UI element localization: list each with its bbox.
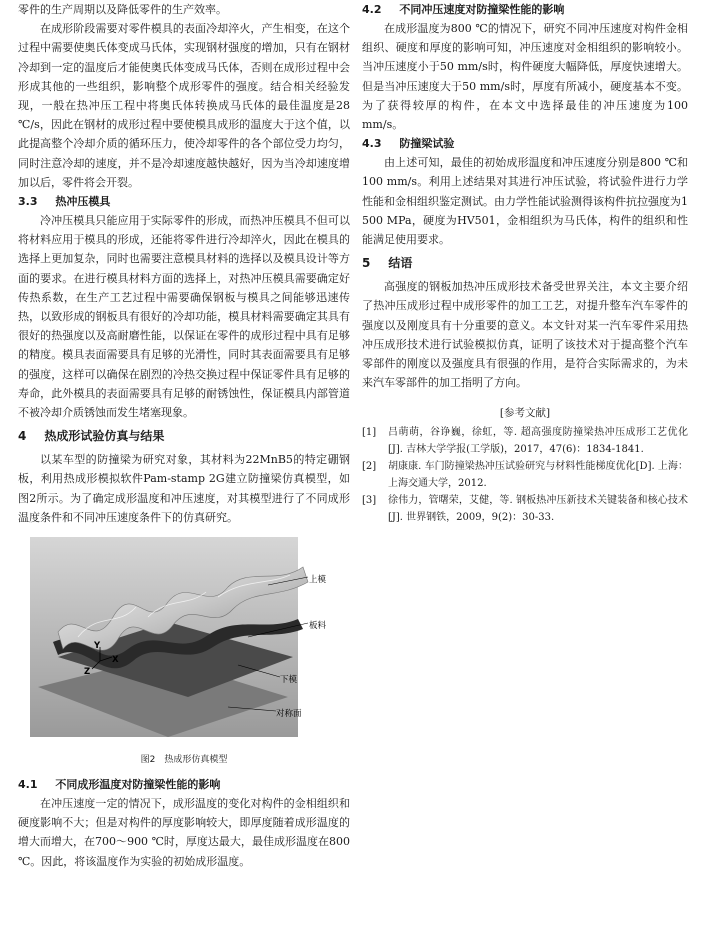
section-heading-4-2: 4.2 不同冲压速度对防撞梁性能的影响 (362, 3, 565, 16)
section-heading-3-3: 3.3 热冲压模具 (18, 195, 111, 209)
paragraph: 以某车型的防撞梁为研究对象，其材料为22MnB5的特定硼钢板，利用热成形模拟软件Pam-stamp 2G建立防撞梁仿真模型，如图2所示。为了确定成形温度和冲压速度，对其模型进行了不同成形温度条件和不同冲压速度条件下的仿真研究。 (18, 453, 350, 524)
axis-y-label: Y (94, 641, 101, 652)
paragraph: 由上述可知，最佳的初始成形温度和冲压速度分别是800 ℃和100 mm/s。利用上述结果对其进行冲压试验，将试验件进行力学性能和金相组织鉴定测试。由力学性能试验测得该构件抗拉强度为1 500 MPa，硬度为HV501，金相组织为马氏体，构件的组织和性能满足使用要求。 (362, 156, 688, 247)
section-heading-4: 4 热成形试验仿真与结果 (18, 429, 165, 444)
reference-item: [2] 胡康康. 车门防撞梁热冲压试验研究与材料性能梯度优化[D]. 上海：上海交通大学，2012. (362, 461, 688, 490)
axis-z-label: Z (84, 667, 91, 678)
paragraph: 在成形阶段需要对零件模具的表面冷却淬火，产生相变，在这个过程中需要使奥氏体变成马氏体，实现钢材强度的增加，只有在钢材冷却到一定的温度后才能使奥氏体变成马氏体，否则在成形过程中会形成其他的一些组织，影响整个成形零件的强度。结合相关经验发现，一般在热冲压工程中将奥氏体转换成马氏体的最佳温度是28 ℃/s，因此在钢材的成形过程中要使模具成形的温度大于这个值，以此提高整个冷却介质的循环压力，使冷却零件的各个部位受力均匀，同时注意冷却的速度，并不是冷却速度越快越好，因为当冷却速度增加以后，零件将会开裂。 (18, 22, 350, 189)
section-heading-5: 5 结语 (362, 256, 413, 271)
label-blank: 板料 (309, 621, 327, 632)
references-title: [参考文献] (499, 407, 551, 420)
figure-caption: 图2 热成形仿真模型 (140, 755, 228, 766)
label-lower-die: 下模 (280, 675, 298, 686)
reference-item: [3] 徐伟力，管曙荣，艾健，等. 钢板热冲压新技术关键装备和核心技术[J]. 世界钢铁，2009，9(2)：30-33. (362, 495, 688, 524)
figure-simulation-model (18, 537, 350, 749)
paragraph: 高强度的钢板加热冲压成形技术备受世界关注，本文主要介绍了热冲压成形过程中成形零件的加工工艺，对提升整车汽车零件的强度以及刚度具有十分重要的意义。本文针对某一汽车零件采用热冲压成形技术进行试验模拟仿真，证明了该技术对于提高整个汽车零部件的刚度以及强度具有很强的作用，是符合实际需求的，为未来汽车零部件的加工指明了方向。 (362, 280, 688, 390)
label-symmetry-plane: 对称面 (276, 709, 302, 720)
paragraph: 在成形温度为800 ℃的情况下，研究不同冲压速度对构件金相组织、硬度和厚度的影响可知，冲压速度对金相组织的影响较小。当冲压速度小于50 mm/s时，构件硬度大幅降低，厚度快速增大。但是当冲压速度大于50 mm/s时，厚度有所减小，硬度基本不变。为了获得较厚的构件，在本文中选择最佳的冲压速度为100 mm/s。 (362, 22, 688, 132)
section-heading-4-1: 4.1 不同成形温度对防撞梁性能的影响 (18, 778, 221, 792)
paragraph: 在冲压速度一定的情况下，成形温度的变化对构件的金相组织和硬度影响不大；但是对构件的厚度影响较大，即厚度随着成形温度的增大而增大，在700～900 ℃时，厚度达最大，最佳成形温度在800 ℃。因此，将该温度作为实验的初始成形温度。 (18, 797, 350, 868)
right-column (362, 0, 688, 526)
paragraph: 冷冲压模具只能应用于实际零件的形成，而热冲压模具不但可以将材料应用于模具的形成，还能将零件进行冷却淬火，因此在模具的选择上更加复杂，同时也需要注意模具材料的选择以及模具设计等方面的要求。在进行模具材料方面的选择上，对热冲压模具需要确定好传热系数，在生产工艺过程中需要确保钢板与模具之间能够迅速传热，以致形成的钢板具有很好的冷却功能，模具材料需要确定其具有很好的热强度以及高耐磨性能，以保证在零件的成形过程中具有足够的精度。模具表面需要具有足够的光滑性，同时其表面需要具有足够的强度，这样可以确保在剧烈的冷热交换过程中保证零件具有足够的寿命，此外模具的表面需要具有足够的耐锈蚀性，保证模具内部管道不被冷却介质锈蚀而发生堵塞现象。 (18, 214, 350, 420)
label-upper-die: 上模 (309, 575, 327, 586)
section-heading-4-3: 4.3 防撞梁试验 (362, 137, 455, 151)
reference-item: [1] 吕萌萌，谷诤巍，徐虹，等. 超高强度防撞梁热冲压成形工艺优化[J]. 吉林大学学报(工学版)，2017，47(6)：1834-1841. (362, 427, 688, 456)
left-column (18, 0, 350, 871)
paragraph: 零件的生产周期以及降低零件的生产效率。 (18, 3, 227, 16)
axis-x-label: X (112, 655, 119, 666)
